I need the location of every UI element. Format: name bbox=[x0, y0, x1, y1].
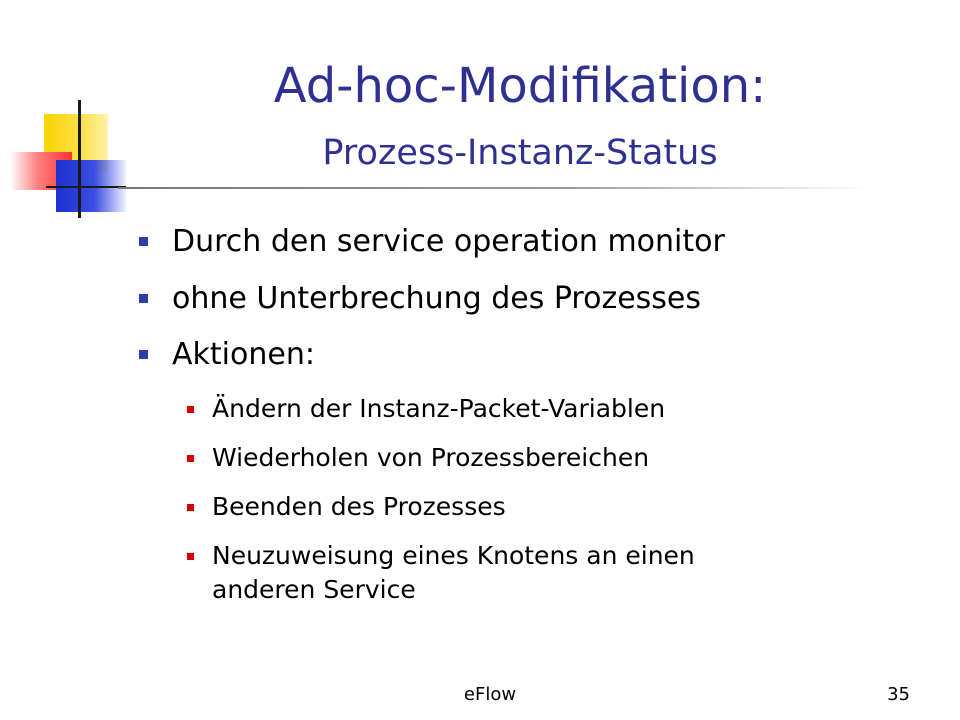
bullet-icon bbox=[139, 237, 148, 246]
bullet-item: ohne Unterbrechung des Prozesses bbox=[172, 281, 701, 316]
sub-bullet-item: Neuzuweisung eines Knotens an einen bbox=[212, 541, 695, 570]
slide-subtitle: Prozess-Instanz-Status bbox=[322, 133, 718, 173]
footer-label: eFlow bbox=[463, 684, 517, 705]
sub-bullet-item: Ändern der Instanz-Packet-Variablen bbox=[212, 394, 666, 423]
bullet-icon bbox=[139, 350, 148, 359]
slide-title: Ad-hoc-Modifikation: bbox=[273, 58, 767, 114]
sub-bullet-icon bbox=[187, 406, 194, 413]
page-number: 35 bbox=[887, 684, 910, 705]
bullet-item: Aktionen: bbox=[172, 337, 315, 372]
bullet-item: Durch den service operation monitor bbox=[172, 224, 725, 259]
sub-bullet-icon bbox=[187, 504, 194, 511]
sub-bullet-item: Wiederholen von Prozessbereichen bbox=[212, 443, 650, 472]
sub-bullet-icon bbox=[187, 455, 194, 462]
sub-bullet-icon bbox=[187, 553, 194, 560]
sub-bullet-item: Beenden des Prozesses bbox=[212, 492, 506, 521]
bullet-icon bbox=[139, 294, 148, 303]
sub-bullet-item-continuation: anderen Service bbox=[212, 575, 416, 604]
